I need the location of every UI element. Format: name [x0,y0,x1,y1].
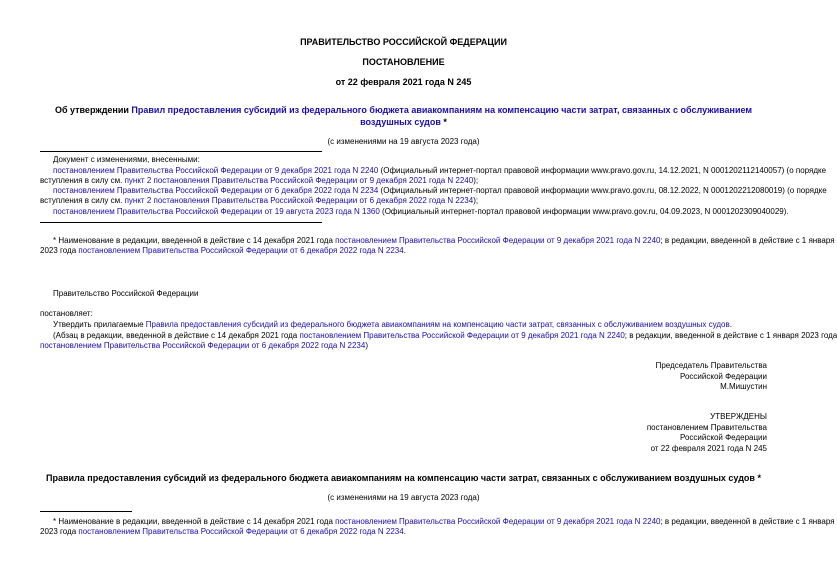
rules-link[interactable]: Правила предоставления субсидий из федерального бюджета авиакомпаниям на компенсацию части затрат, связанных с обслуживанием воздушных судов [145,320,730,329]
signature-name: М.Мишустин [720,382,767,391]
changes-note: (с изменениями на 19 августа 2023 года) [327,137,480,146]
document-date: от 22 февраля 2021 года N 245 [335,77,472,87]
footnote-1: * Наименование в редакции, введенной в действие с 14 декабря 2021 года постановлением Правительства Российской Федерации от 9 декабря 2021 года N 2240; в редакции, введенной в действие с 1 января [53,236,835,245]
document-kind: ПОСТАНОВЛЕНИЕ [362,57,445,67]
amendment-1-link[interactable]: постановлением Правительства Российской Федерации от 9 декабря 2021 года N 2240 [53,166,379,175]
government-name: ПРАВИТЕЛЬСТВО РОССИЙСКОЙ ФЕДЕРАЦИИ [300,37,507,47]
footnote-1-cont: 2023 года постановлением Правительства Российской Федерации от 6 декабря 2022 года N 2234. [40,246,406,255]
edition-link-1[interactable]: постановлением Правительства Российской Федерации от 9 декабря 2021 года N 2240 [299,331,625,340]
edition-link-2[interactable]: постановлением Правительства Российской Федерации от 6 декабря 2022 года N 2234 [40,341,366,350]
title-prefix: Об утверждении [54,105,132,115]
edition-note: (Абзац в редакции, введенной в действие с 14 декабря 2021 года постановлением Правительства Российской Федерации от 9 декабря 2021 года N 2240; в редакции, введенной в действие с 1 января 2023 года [53,331,837,340]
footnote-2-link2[interactable]: постановлением Правительства Российской Федерации от 6 декабря 2022 года N 2234 [78,527,404,536]
amendment-2-cont: вступления в силу см. пункт 2 постановления Правительства Российской Федерации от 6 декабря 2022 года N 2234); [40,196,479,205]
amendment-2-link2[interactable]: пункт 2 постановления Правительства Российской Федерации от 6 декабря 2022 года N 2234 [124,196,474,205]
divider [40,222,322,223]
signature-title: Председатель Правительства [655,361,767,370]
footnote-1-link[interactable]: постановлением Правительства Российской Федерации от 9 декабря 2021 года N 2240 [335,236,661,245]
approved-line-4: от 22 февраля 2021 года N 245 [650,444,767,453]
approved-heading: УТВЕРЖДЕНЫ [710,412,767,421]
government-label: Правительство Российской Федерации [53,289,199,298]
title-suffix: * [440,117,447,127]
footnote-1-link2[interactable]: постановлением Правительства Российской Федерации от 6 декабря 2022 года N 2234 [78,246,404,255]
decides-label: постановляет: [40,309,93,318]
document-title-line2 [0,117,807,127]
amendment-3-link[interactable]: постановлением Правительства Российской Федерации от 19 августа 2023 года N 1360 [53,207,380,216]
divider [40,151,322,152]
title-link-cont[interactable]: воздушных судов [360,117,441,127]
amendment-1-link2[interactable]: пункт 2 постановления Правительства Российской Федерации от 9 декабря 2021 года N 2240 [124,176,474,185]
title-link[interactable]: Правил предоставления субсидий из федерального бюджета авиакомпаниям на компенсацию части затрат, связанных с обслуживанием [131,105,753,115]
signature-org: Российской Федерации [680,372,767,381]
approved-line-2: постановлением Правительства [646,423,767,432]
edition-note-cont: постановлением Правительства Российской Федерации от 6 декабря 2022 года N 2234) [40,341,368,350]
amendment-2: постановлением Правительства Российской Федерации от 6 декабря 2022 года N 2234 (Официальный интернет-портал правовой информации www.pravo.gov.ru, 08.12.2022, N 0001202212080019) (о порядке [53,186,827,195]
footnote-2: * Наименование в редакции, введенной в действие с 14 декабря 2021 года постановлением Правительства Российской Федерации от 9 декабря 2021 года N 2240; в редакции, введенной в действие с 1 января [53,517,835,526]
approve-paragraph: Утвердить прилагаемые Правила предоставления субсидий из федерального бюджета авиакомпаниям на компенсацию части затрат, связанных с обслуживанием воздушных судов. [53,320,732,329]
footnote-divider [40,511,132,512]
footnote-2-link[interactable]: постановлением Правительства Российской Федерации от 9 декабря 2021 года N 2240 [335,517,661,526]
amendment-1-cont: вступления в силу см. пункт 2 постановления Правительства Российской Федерации от 9 декабря 2021 года N 2240); [40,176,479,185]
document-title [0,105,807,115]
rules-changes-note: (с изменениями на 19 августа 2023 года) [327,493,480,502]
amendment-2-link[interactable]: постановлением Правительства Российской Федерации от 6 декабря 2022 года N 2234 [53,186,379,195]
rules-title: Правила предоставления субсидий из федерального бюджета авиакомпаниям на компенсацию части затрат, связанных с обслуживанием воздушных судов * [46,473,761,483]
amendments-intro: Документ с изменениями, внесенными: [53,155,200,164]
amendment-3: постановлением Правительства Российской Федерации от 19 августа 2023 года N 1360 (Официальный интернет-портал правовой информации www.pravo.gov.ru, 04.09.2023, N 0001202309040029). [53,207,789,216]
footnote-2-cont: 2023 года постановлением Правительства Российской Федерации от 6 декабря 2022 года N 2234. [40,527,406,536]
approved-line-3: Российской Федерации [680,433,767,442]
amendment-1: постановлением Правительства Российской Федерации от 9 декабря 2021 года N 2240 (Официальный интернет-портал правовой информации www.pravo.gov.ru, 14.12.2021, N 0001202112140057) (о порядке [53,166,827,175]
